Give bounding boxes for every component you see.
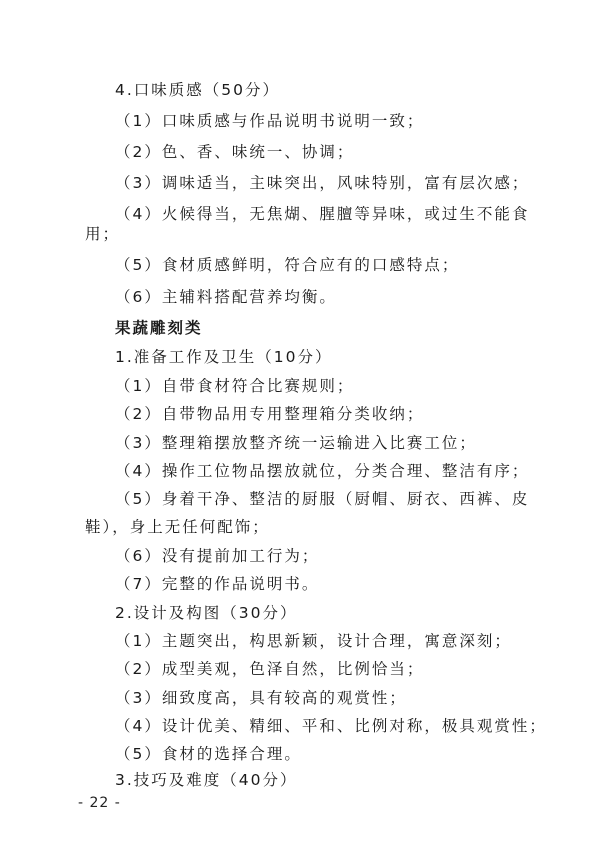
section-heading-skill: 3.技巧及难度（40分） — [115, 771, 298, 789]
list-item: （5）食材质感鲜明，符合应有的口感特点； — [115, 256, 460, 274]
list-item: （3）调味适当，主味突出，风味特别，富有层次感； — [115, 174, 530, 192]
list-item: （2）色、香、味统一、协调； — [115, 143, 355, 161]
list-item: （5）食材的选择合理。 — [115, 745, 302, 763]
list-item: （2）成型美观，色泽自然，比例恰当； — [115, 660, 425, 678]
list-item-continuation: 鞋），身上无任何配饰； — [85, 518, 270, 536]
section-heading-prep: 1.准备工作及卫生（10分） — [115, 348, 333, 366]
list-item: （3）细致度高，具有较高的观赏性； — [115, 689, 407, 707]
list-item: （6）没有提前加工行为； — [115, 547, 320, 565]
list-item: （1）口味质感与作品说明书说明一致； — [115, 112, 425, 130]
list-item: （1）自带食材符合比赛规则； — [115, 377, 355, 395]
list-item: （3）整理箱摆放整齐统一运输进入比赛工位； — [115, 434, 477, 452]
section-heading-taste: 4.口味质感（50分） — [115, 81, 281, 99]
category-title: 果蔬雕刻类 — [115, 319, 203, 337]
list-item: （1）主题突出，构思新颖，设计合理，寓意深刻； — [115, 632, 512, 650]
page-number: - 22 - — [78, 795, 121, 811]
list-item: （4）操作工位物品摆放就位，分类合理、整洁有序； — [115, 462, 530, 480]
list-item: （4）火候得当，无焦煳、腥膻等异味，或过生不能食 — [115, 205, 530, 223]
list-item-continuation: 用； — [85, 225, 121, 243]
list-item: （6）主辅料搭配营养均衡。 — [115, 288, 337, 306]
list-item: （4）设计优美、精细、平和、比例对称，极具观赏性； — [115, 717, 547, 735]
list-item: （7）完整的作品说明书。 — [115, 575, 320, 593]
section-heading-design: 2.设计及构图（30分） — [115, 604, 298, 622]
list-item: （2）自带物品用专用整理箱分类收纳； — [115, 405, 425, 423]
list-item: （5）身着干净、整洁的厨服（厨帽、厨衣、西裤、皮 — [115, 490, 530, 508]
